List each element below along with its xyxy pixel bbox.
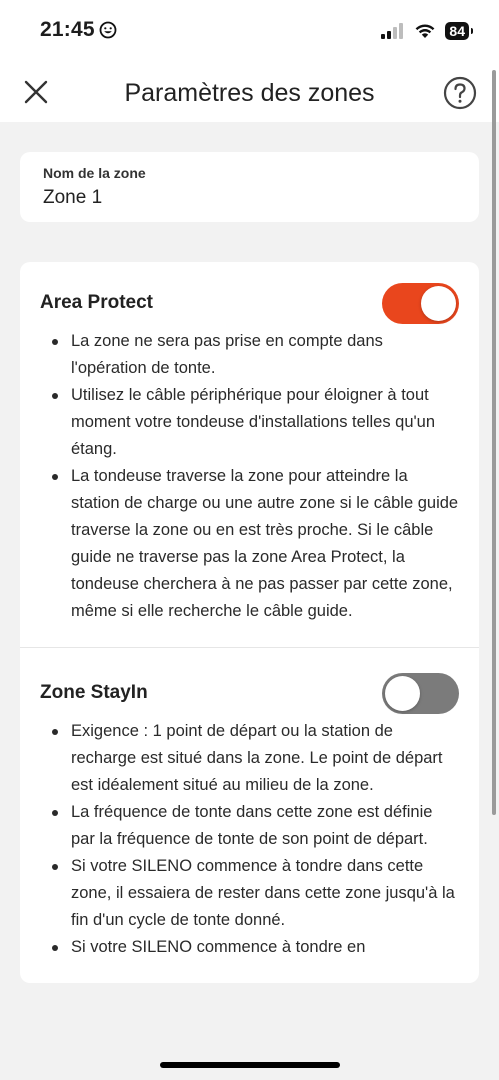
home-indicator[interactable]	[160, 1062, 340, 1068]
zone-settings-card	[20, 262, 479, 983]
zone-name-field[interactable]	[20, 152, 479, 222]
status-icons	[381, 22, 469, 40]
navigation-bar	[0, 64, 499, 122]
status-time	[40, 18, 117, 42]
area-protect-section	[20, 262, 479, 647]
zone-stayin-header	[40, 672, 459, 714]
main-content	[0, 122, 499, 983]
list-item: Si votre SILENO commence à tondre dans cette zone, il essaiera de rester dans cette zone jusqu'à la fin d'un cycle de tonte donné.	[40, 853, 459, 934]
zone-stayin-bullets	[40, 718, 459, 961]
wifi-icon	[414, 23, 436, 39]
area-protect-bullets	[40, 328, 459, 625]
list-item: Si votre SILENO commence à tondre en	[40, 934, 459, 961]
zone-name-label: Nom de la zone	[43, 165, 146, 181]
list-item: La tondeuse traverse la zone pour atteindre la station de charge ou une autre zone si le câble guide traverse la zone ou en est très proche. Si le câble guide ne traverse pas la zone Area Protect, la tondeuse cherchera à ne pas passer par cette zone, même si elle recherche le câble guide.	[40, 463, 459, 625]
time-text: 21:45	[40, 18, 95, 41]
close-icon[interactable]	[23, 79, 49, 105]
area-protect-title: Area Protect	[40, 292, 153, 313]
status-bar	[0, 0, 499, 64]
zone-stayin-title: Zone StayIn	[40, 682, 148, 703]
list-item: Utilisez le câble périphérique pour éloigner à tout moment votre tondeuse d'installations telles qu'un étang.	[40, 382, 459, 463]
list-item: Exigence : 1 point de départ ou la station de recharge est situé dans la zone. Le point de départ est idéalement situé au milieu de la zone.	[40, 718, 459, 799]
zone-stayin-section	[20, 647, 479, 983]
top-area	[0, 0, 499, 122]
page-title: Paramètres des zones	[124, 78, 375, 107]
list-item: La fréquence de tonte dans cette zone est définie par la fréquence de tonte de son point de départ.	[40, 799, 459, 853]
list-item: La zone ne sera pas prise en compte dans l'opération de tonte.	[40, 328, 459, 382]
smiley-icon	[99, 21, 117, 39]
area-protect-toggle[interactable]	[382, 283, 459, 324]
toggle-knob	[421, 286, 456, 321]
zone-name-value[interactable]: Zone 1	[43, 187, 103, 208]
help-icon[interactable]	[443, 76, 477, 110]
signal-icon	[381, 23, 405, 39]
scrollbar[interactable]	[492, 70, 496, 815]
zone-stayin-toggle[interactable]	[382, 673, 459, 714]
battery-indicator: 84	[445, 22, 469, 40]
toggle-knob	[385, 676, 420, 711]
area-protect-header	[40, 282, 459, 324]
